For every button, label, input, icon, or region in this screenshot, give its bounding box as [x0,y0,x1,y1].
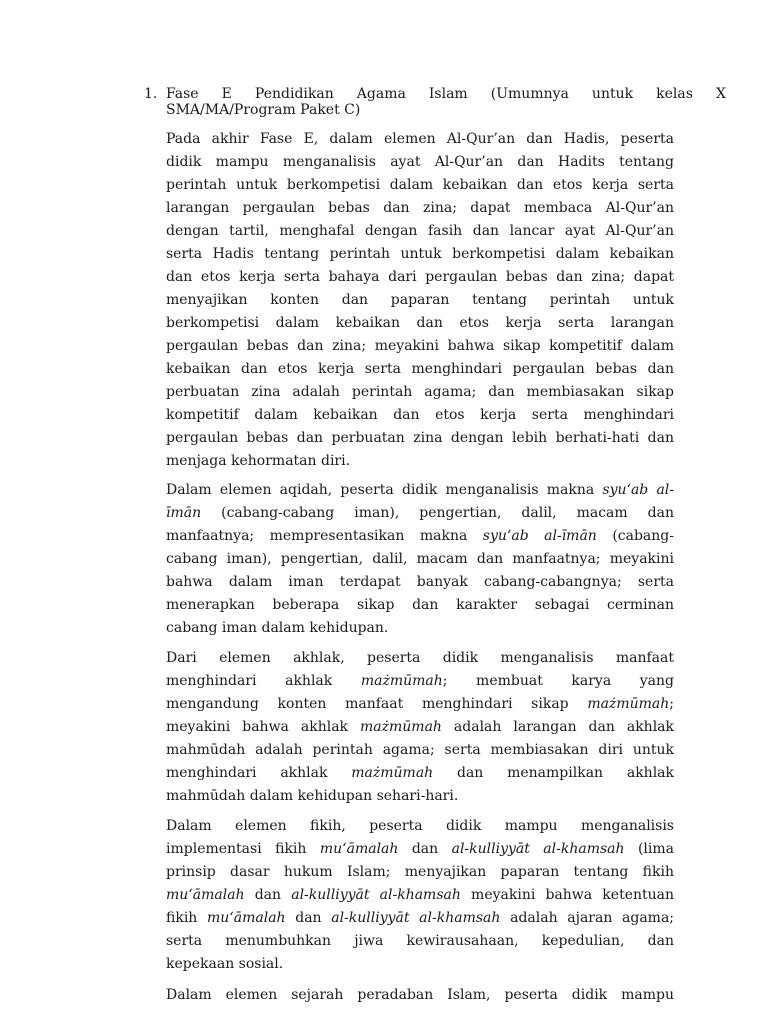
text-line: kepekaan sosial. [166,956,284,972]
text-line: Dalam elemen aqidah, peserta didik menganalisis makna syu‘ab al- [166,482,674,498]
paragraph-quran-hadis [166,128,674,473]
text-line: berkompetisi dalam kebaikan dan etos kerja serta larangan [166,315,674,331]
heading-line-2: SMA/MA/Program Paket C) [166,102,361,118]
text-line: dengan tartil, menghafal dengan fasih dan lancar ayat Al-Qur’an [166,223,674,239]
heading-word: E [221,86,232,102]
text-line: manfaatnya; mempresentasikan makna syu‘ab al-īmān (cabang- [166,528,674,544]
heading-word: (Umumnya [490,86,569,102]
heading-word: Islam [428,86,468,102]
text-line: larangan pergaulan bebas dan zina; dapat membaca Al-Qur’an [166,200,674,216]
text-line: Dalam elemen sejarah peradaban Islam, peserta didik mampu [166,987,674,1003]
text-line: serta Hadis tentang perintah untuk berkompetisi dalam kebaikan [166,246,674,262]
text-line: implementasi fikih mu‘āmalah dan al-kulliyyāt al-khamsah (lima [166,841,675,857]
text-line: kompetitif dalam kebaikan dan etos kerja serta menghindari [166,407,674,423]
text-line: mahmūdah dalam kehidupan sehari-hari. [166,788,459,804]
paragraph-sejarah [166,984,674,1007]
heading-word: Agama [356,86,406,102]
text-line: fikih mu‘āmalah dan al-kulliyyāt al-khamsah adalah ajaran agama; [166,910,675,926]
text-line: menghindari akhlak mażmūmah dan menampilkan akhlak [166,765,674,781]
text-line: mengandung konten manfaat menghindari sikap mażmūmah; [166,696,674,712]
text-line: perbuatan zina adalah perintah agama; dan membiasakan sikap [166,384,674,400]
text-line: perintah untuk berkompetisi dalam kebaikan dan etos kerja serta [166,177,674,193]
text-line: bahwa dalam iman terdapat banyak cabang-cabangnya; serta [166,574,674,590]
heading-line-1 [166,86,726,102]
text-line: menghindari akhlak mażmūmah; membuat karya yang [166,673,674,689]
text-line: menyajikan konten dan paparan tentang perintah untuk [166,292,674,308]
text-line: prinsip dasar hukum Islam; menyajikan paparan tentang fikih [166,864,674,880]
text-line: didik mampu menganalisis ayat Al-Qur’an dan Hadits tentang [166,154,674,170]
paragraph-aqidah [166,479,674,640]
text-line: cabang iman), pengertian, dalil, macam dan manfaatnya; meyakini [166,551,674,567]
text-line: Dari elemen akhlak, peserta didik menganalisis manfaat [166,650,674,666]
text-line: pergaulan bebas dan zina; meyakini bahwa sikap kompetitif dalam [166,338,674,354]
text-line: pergaulan bebas dan perbuatan zina dengan lebih berhati-hati dan [166,430,674,446]
heading-word: Pendidikan [254,86,334,102]
text-line: īmān (cabang-cabang iman), pengertian, dalil, macam dan [166,505,674,521]
paragraph-akhlak [166,647,674,808]
text-line: meyakini bahwa akhlak mażmūmah adalah larangan dan akhlak [166,719,674,735]
text-line: cabang iman dalam kehidupan. [166,620,389,636]
text-line: Pada akhir Fase E, dalam elemen Al-Qur’an dan Hadis, peserta [166,131,674,147]
heading-word: kelas [656,86,693,102]
text-line: dan etos kerja serta bahaya dari pergaulan bebas dan zina; dapat [166,269,674,285]
heading-word: X [715,86,726,102]
heading-word: Fase [166,86,199,102]
text-line: menerapkan beberapa sikap dan karakter sebagai cerminan [166,597,674,613]
text-line: mu‘āmalah dan al-kulliyyāt al-khamsah meyakini bahwa ketentuan [166,887,675,903]
text-line: serta menumbuhkan jiwa kewirausahaan, kepedulian, dan [166,933,674,949]
text-line: Dalam elemen fikih, peserta didik mampu menganalisis [166,818,674,834]
text-line: kebaikan dan etos kerja serta menghindari pergaulan bebas dan [166,361,674,377]
list-number: 1. [144,86,158,102]
text-line: menjaga kehormatan diri. [166,453,351,469]
paragraph-fikih [166,815,674,976]
heading-word: untuk [591,86,634,102]
text-line: mahmūdah adalah perintah agama; serta membiasakan diri untuk [166,742,674,758]
